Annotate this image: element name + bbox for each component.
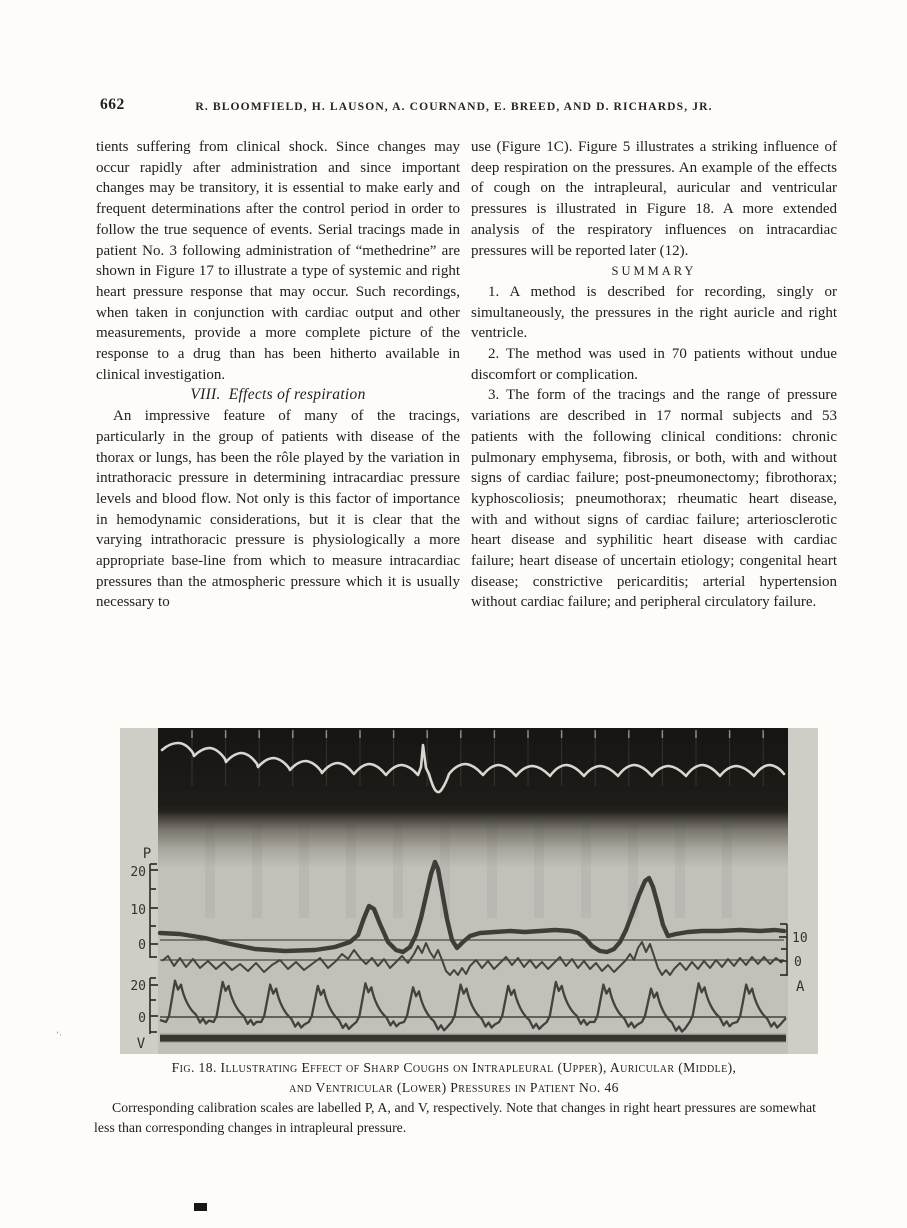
- summary-heading: SUMMARY: [611, 264, 697, 279]
- figure-note: Corresponding calibration scales are labelled P, A, and V, respectively. Note that changes in right heart pressures are somewhat less than corresponding changes in intrapleural pressure.: [94, 1100, 816, 1135]
- summary-item: 2. The method was used in 70 patients without undue discomfort or complication.: [471, 346, 837, 383]
- scan-speck: ’·: [56, 1030, 62, 1040]
- a-tick-10: 10: [792, 931, 808, 946]
- page-number: 662: [100, 96, 125, 113]
- p-scale-label: P: [142, 846, 152, 862]
- summary-item: 3. The form of the tracings and the range of pressure variations are described in 17 normal subjects and 53 patients with the following clinical conditions: chronic pulmonary emphysema, fibrosis, or both, with and without signs of cardiac failure; post-pneumonectomy; fibrothorax; kyphoscoliosis; pneumothorax; rheumatic heart disease, with and without signs of cardiac failure; arteriosclerotic heart disease and syphilitic heart disease with cardiac failure; heart disease of uncertain etiology; congenital heart disease; constrictive pericarditis; arterial hypertension without cardiac failure; and peripheral circulatory failure.: [471, 387, 837, 611]
- paragraph: tients suffering from clinical shock. Since changes may occur rapidly after administration and since important changes may be transitory, it is essential to make early and frequent determinations after the control period in order to follow the true sequence of events. Serial tracings made in patient No. 3 following administration of “methedrine” are shown in Figure 17 to illustrate a type of systemic and right heart pressure response that may occur. Such recordings, when taken in conjunction with cardiac output and other measurements, provide a more complete picture of the response to a drug than has been hitherto available in clinical investigation.: [96, 139, 460, 383]
- section-heading-viii: VIII. Effects of respiration: [190, 386, 366, 404]
- right-column: [471, 137, 837, 613]
- p-tick-20: 20: [130, 865, 146, 880]
- figure-caption: [92, 1058, 816, 1097]
- p-tick-10: 10: [130, 903, 146, 918]
- running-head: R. BLOOMFIELD, H. LAUSON, A. COURNAND, E. BREED, AND D. RICHARDS, JR.: [195, 100, 713, 113]
- a-tick-0: 0: [794, 955, 802, 970]
- scan-artifact: [194, 1203, 207, 1211]
- v-scale-label: V: [136, 1036, 146, 1052]
- a-scale-label: A: [796, 979, 805, 995]
- figure-caption-line1: Fig. 18. Illustrating Effect of Sharp Coughs on Intrapleural (Upper), Auricular (Middle),: [171, 1060, 737, 1075]
- pressure-tracing-photo: [120, 728, 818, 1054]
- figure-18: [120, 728, 818, 1054]
- v-tick-20: 20: [130, 979, 146, 994]
- v-tick-0: 0: [138, 1011, 146, 1026]
- paragraph: An impressive feature of many of the tracings, particularly in the group of patients with disease of the thorax or lungs, has been the rôle played by the variation in intrathoracic pressure in determining intracardiac pressure levels and blood flow. Not only is this factor of importance in hemodynamic considerations, but it is clear that the varying intrathoracic pressure is physiologically a more appropriate base-line from which to measure intracardiac pressures than the atmospheric pressure which it is usually necessary to: [96, 408, 460, 611]
- figure-caption-line2: and Ventricular (Lower) Pressures in Patient No. 46: [289, 1079, 619, 1095]
- p-tick-0: 0: [138, 938, 146, 953]
- baseline-band: [160, 1035, 786, 1042]
- left-column: [96, 137, 460, 613]
- summary-item: 1. A method is described for recording, singly or simultaneously, the pressures in the right auricle and right ventricle.: [471, 283, 837, 342]
- paragraph: use (Figure 1C). Figure 5 illustrates a striking influence of deep respiration on the pressures. An example of the effects of cough on the intrapleural, auricular and ventricular pressures is illustrated in Figure 18. A more extended analysis of the respiratory influences on intracardiac pressures will be reported later (12).: [471, 139, 837, 259]
